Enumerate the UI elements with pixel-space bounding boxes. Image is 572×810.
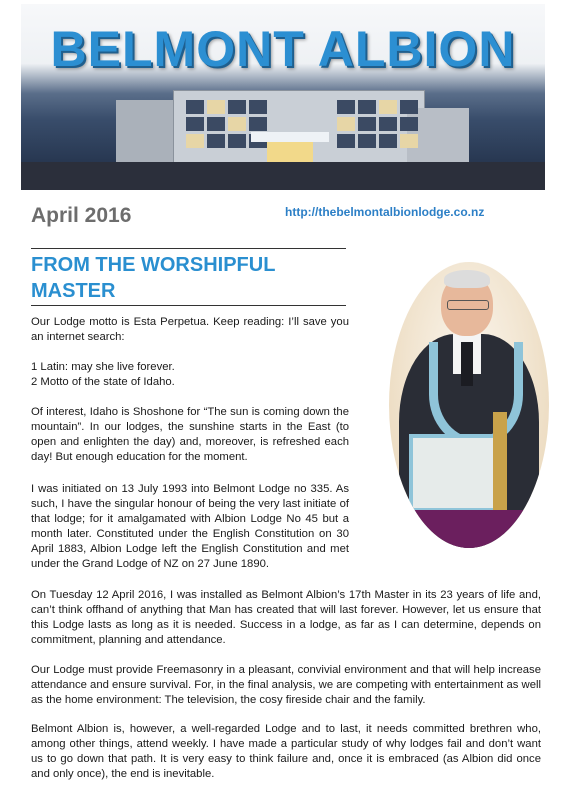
worshipful-master-portrait (389, 262, 549, 548)
portrait-glasses (447, 300, 489, 310)
issue-date: April 2016 (31, 204, 132, 227)
portrait-masonic-collar (429, 342, 523, 447)
paragraph-idaho: Of interest, Idaho is Shoshone for “The sun is coming down the mountain”. In our lodges, the sunshine starts in the East (to open and enlighten the day) and, moreover, is refreshed each day! But enough education for the moment. (31, 406, 349, 463)
masthead-title: BELMONT ALBION (50, 21, 516, 77)
building-windows-right (337, 100, 418, 148)
paragraph-commitment: Belmont Albion is, however, a well-regarded Lodge and to last, it needs committed brethren who, among other things, attend weekly. I have made a particular study of why lodges fail and don’t want us to go down that path. It is very easy to think failure and, once it is embraced (as Albion did once and only once), the end is inevitable. (31, 723, 541, 780)
footnote-1: 1 Latin: may she live forever. (31, 361, 175, 373)
portrait-hair (444, 270, 490, 288)
portrait-gold-pillar (493, 412, 507, 522)
forecourt (21, 162, 545, 190)
masthead-banner (21, 4, 545, 190)
heading-rule-bottom (31, 305, 346, 306)
paragraph-installation: On Tuesday 12 April 2016, I was installed as Belmont Albion’s 17th Master in its 23 years of life and, can’t think offhand of anything that Man has created that will last forever. However, let us ensure that this Lodge lasts as long as it is needed. Success in a lodge, as far as I can determine, depends on commitment, planning and attendance. (31, 589, 541, 646)
heading-rule-top (31, 248, 346, 249)
paragraph-motto: Our Lodge motto is Esta Perpetua. Keep reading: I’ll save you an internet search: (31, 316, 349, 343)
section-heading: FROM THE WORSHIPFUL MASTER (31, 254, 276, 302)
portrait-purple-cloth (389, 510, 549, 548)
paragraph-freemasonry: Our Lodge must provide Freemasonry in a pleasant, convivial environment and that will help increase attendance and ensure survival. For, in the final analysis, we are competing with entertainment as well as the home environment: The television, the cosy fireside chair and the family. (31, 664, 541, 706)
entrance-canopy (251, 132, 329, 142)
footnote-2: 2 Motto of the state of Idaho. (31, 376, 175, 388)
portrait-apron (409, 434, 501, 512)
paragraph-initiation: I was initiated on 13 July 1993 into Belmont Lodge no 335. As such, I have the singular honour of being the very last initiate of that lodge; for it amalgamated with Albion Lodge No 45 but a month later. Constituted under the English Constitution on 30 April 1883, Albion Lodge left the English Constitution and met under the Grand Lodge of NZ on 27 June 1890. (31, 483, 349, 570)
website-link[interactable]: http://thebelmontalbionlodge.co.nz (285, 205, 485, 219)
